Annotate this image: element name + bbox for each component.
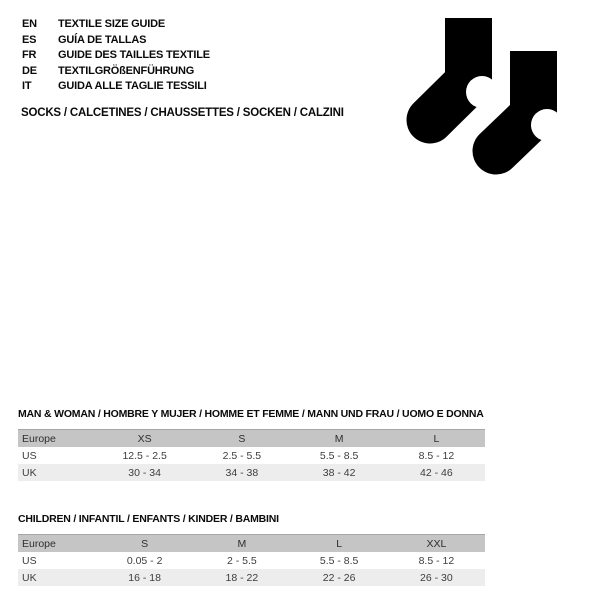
sock-back [430,18,498,120]
language-code: IT [22,80,32,92]
size-cell: 16 - 18 [128,571,161,584]
language-title: TEXTILE SIZE GUIDE [58,18,166,30]
column-header: Europe [22,537,56,550]
row-label: US [22,554,37,567]
size-cell: 5.5 - 8.5 [319,449,359,462]
size-cell: 2 - 5.5 [226,554,257,567]
table-row-us [18,447,485,464]
row-label: US [22,449,37,462]
language-row-it [22,79,210,95]
language-code: EN [22,18,37,30]
socks-icon [405,10,565,180]
language-code: FR [22,49,37,61]
size-cell: 12.5 - 2.5 [122,449,167,462]
language-row-de [22,64,210,80]
language-list [22,17,210,95]
table-row-uk [18,569,485,586]
size-cell: 2.5 - 5.5 [222,449,262,462]
language-row-en [22,17,210,33]
column-header: S [238,432,246,445]
language-title: TEXTILGRÖßENFÜHRUNG [58,64,195,77]
size-cell: 34 - 38 [225,466,259,479]
size-cell: 0.05 - 2 [126,554,163,567]
column-header: Europe [22,432,56,445]
row-label: UK [22,571,37,584]
language-row-es [22,33,210,49]
column-header: XXL [426,537,447,550]
table-header-row [18,535,485,553]
column-header: S [141,537,149,550]
table-title-adult: MAN & WOMAN / HOMBRE Y MUJER / HOMME ET FEMME / MANN UND FRAU / UOMO E DONNA [18,408,484,420]
size-cell: 38 - 42 [322,466,356,479]
size-cell: 22 - 26 [322,571,356,584]
size-cell: 42 - 46 [420,466,453,479]
language-code: ES [22,33,37,46]
size-cell: 26 - 30 [420,571,453,584]
language-title: GUIDE DES TAILLES TEXTILE [58,49,210,61]
size-cell: 18 - 22 [225,571,259,584]
size-table-children [18,534,485,586]
size-cell: 8.5 - 12 [418,554,455,567]
row-label: UK [22,466,37,479]
category-title: SOCKS / CALCETINES / CHAUSSETTES / SOCKEN / CALZINI [21,107,344,119]
column-header: M [334,432,344,445]
size-cell: 30 - 34 [128,466,161,479]
table-row-us [18,552,485,569]
language-row-fr [22,48,210,64]
column-header: L [433,432,440,445]
size-table-block-children [18,513,485,586]
size-table-block-adult [18,408,485,481]
language-title: GUIDA ALLE TAGLIE TESSILI [58,80,207,92]
size-cell: 5.5 - 8.5 [319,554,359,567]
table-header-row [18,430,485,448]
column-header: M [237,537,247,550]
size-cell: 8.5 - 12 [418,449,455,462]
column-header: L [336,537,343,550]
column-header: XS [137,432,152,445]
language-title: GUÍA DE TALLAS [58,33,147,46]
language-code: DE [22,64,37,77]
table-title-children: CHILDREN / INFANTIL / ENFANTS / KINDER / BAMBINI [18,513,279,525]
table-row-uk [18,464,485,481]
size-table-adult [18,429,485,481]
